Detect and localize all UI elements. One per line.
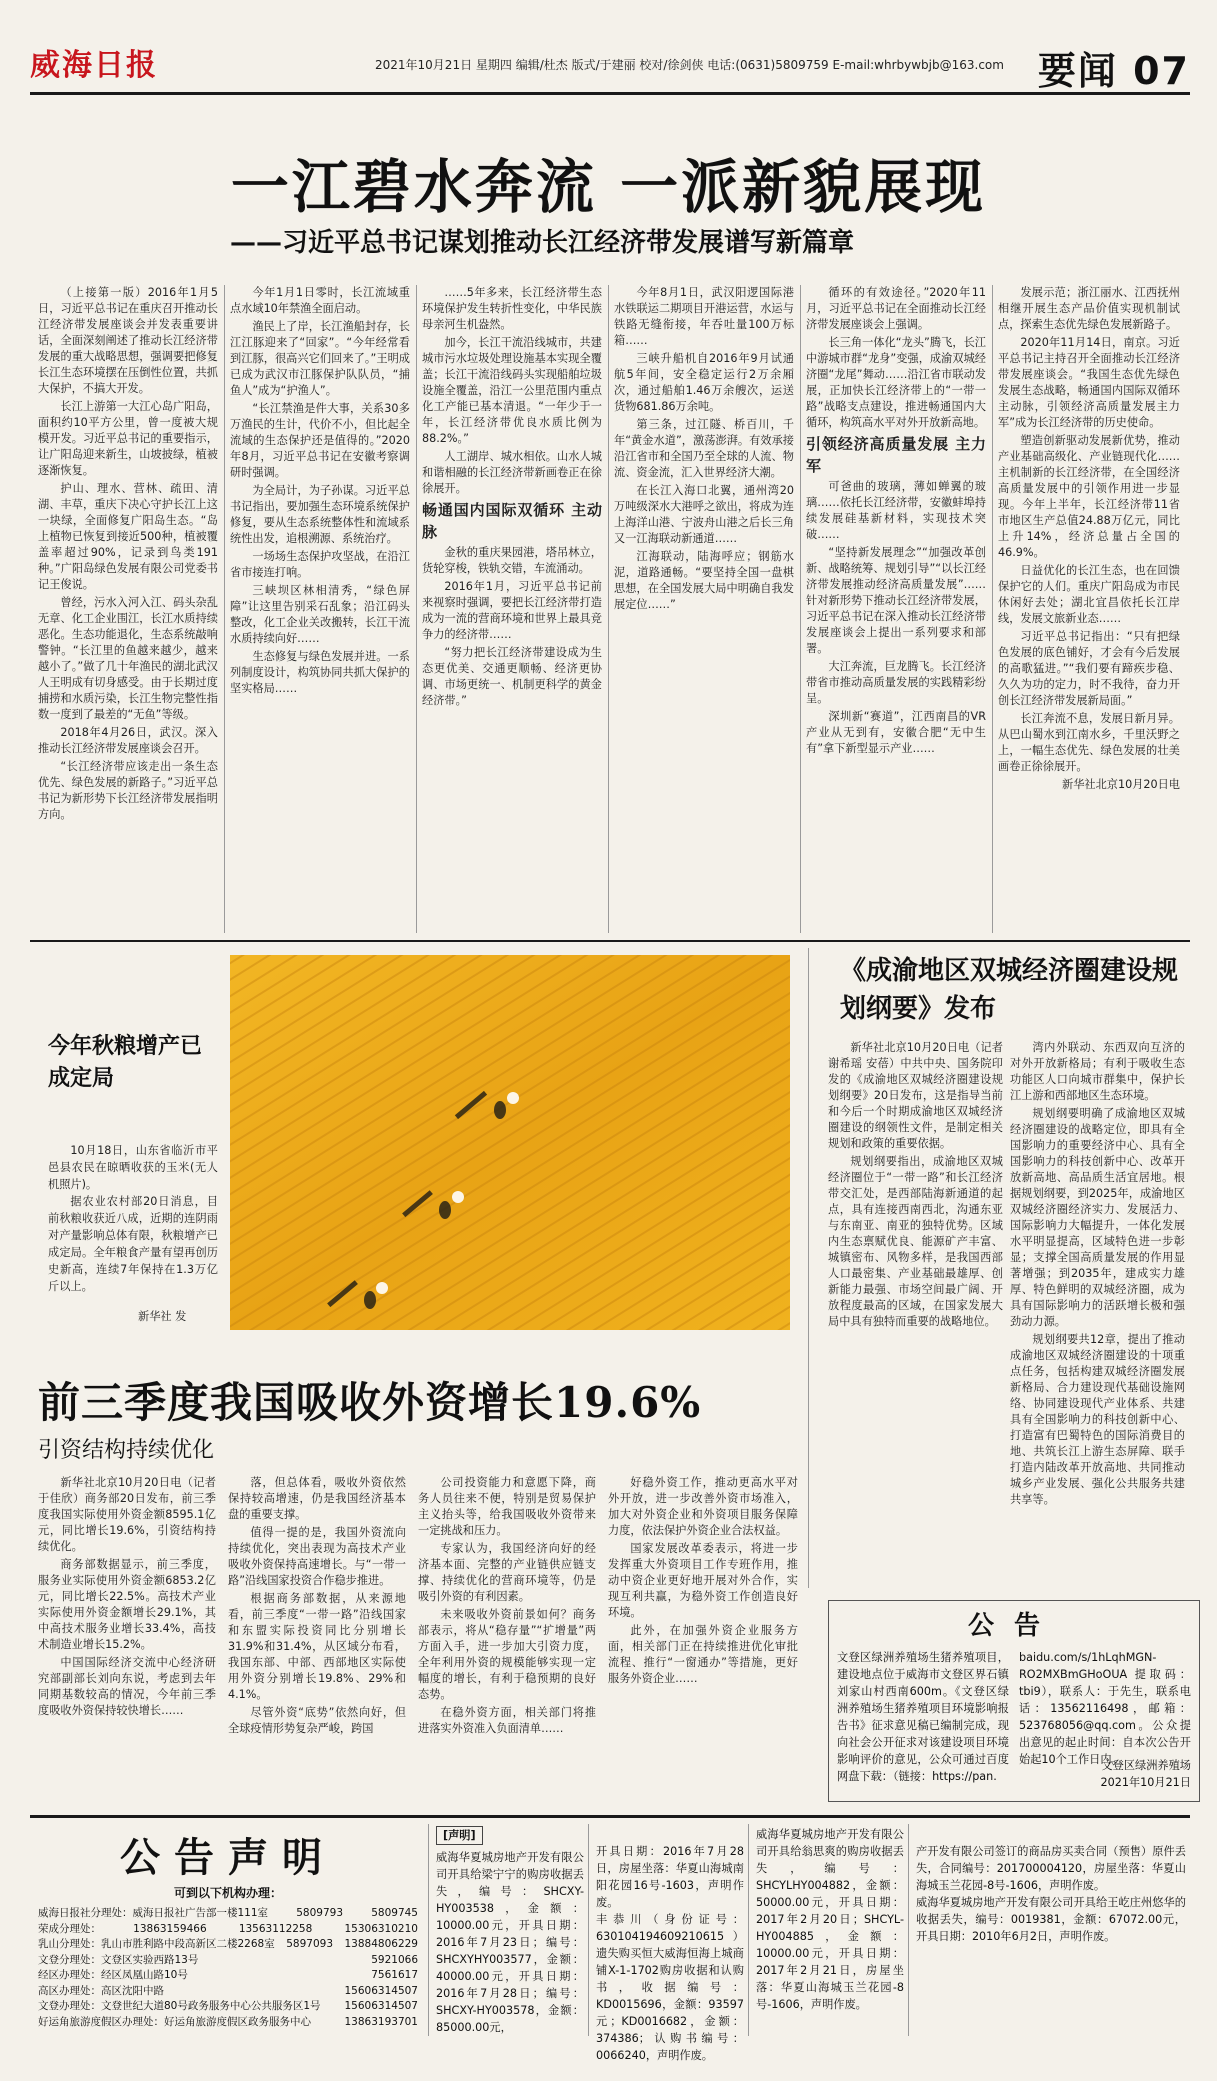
table-cell: 5897093	[286, 1938, 333, 1950]
notice-signature: 文登区绿洲养殖场 2021年10月21日	[1100, 1759, 1191, 1789]
table-cell: 13563112258	[238, 1922, 313, 1935]
paragraph: 国家发展改革委表示，将进一步发挥重大外资项目工作专班作用，推动中资企业更好地开展对外合作，实现互利共赢，为稳外资工作创造良好环境。	[608, 1542, 798, 1619]
paragraph: 为全局计，为子孙谋。习近平总书记指出，要加强生态环境系统保护修复，要从生态系统整体性和流域系统性出发，追根溯源、系统治疗。	[230, 484, 410, 545]
classified-ad	[436, 1826, 584, 2036]
column-divider	[800, 285, 801, 933]
table-cell: 7561617	[371, 1969, 418, 1981]
invest-column-4	[608, 1475, 798, 1800]
paragraph: 三峡坝区林相清秀，“绿色屏障”让这里告别采石乱象；沿江码头整改，化工企业关改搬转，长江干流水质持续向好……	[230, 584, 410, 645]
paragraph: 渔民上了岸，长江渔船封存，长江江豚迎来了“回家”。“今年经常看到江豚，很高兴它们回来了。”王明成已成为武汉市江豚保护队队员，“捕鱼人”成为“护渔人”。	[230, 320, 410, 397]
invest-column-2	[228, 1475, 406, 1800]
column-divider	[224, 285, 225, 933]
paragraph: 新华社北京10月20日电（记者 谢希瑶 安蓓）中共中央、国务院印发的《成渝地区双城经济圈建设规划纲要》20日发布，这是指导当前和今后一个时期成渝地区双城经济圈建设的纲领性文件，是制定相关规划和政策的重要依据。	[828, 1041, 1003, 1150]
paragraph: 在稳外资方面，相关部门将推进落实外资准入负面清单……	[418, 1706, 596, 1735]
corn-field-image	[230, 955, 790, 1330]
classified-ad	[596, 1826, 744, 2062]
paragraph: “坚持新发展理念”“加强改革创新、战略统筹、规划引导”“以长江经济带发展推动经济高质量发展”……针对新形势下推动长江经济带发展，习近平总书记在深入推动长江经济带发展座谈会上提出一系列要求和部署。	[806, 546, 986, 655]
table-cell: 13863193701	[344, 2015, 418, 2028]
paragraph: 长江奔流不息，发展日新月异。从巴山蜀水到江南水乡，千里沃野之上，一幅生态优先、绿色发展的壮美画卷正徐徐展开。	[998, 712, 1180, 773]
table-row	[38, 1922, 418, 1938]
classifieds-subtitle: 可到以下机构办理：	[173, 1886, 282, 1900]
paragraph: 金秋的重庆果园港，塔吊林立，货轮穿梭，铁轨交错，车流涌动。	[422, 546, 602, 575]
paragraph: 日益优化的长江生态，也在回馈保护它的人们。重庆广阳岛成为市民休闲好去处；湖北宜昌依托长江岸线，发展文旅新业态……	[998, 564, 1180, 625]
paragraph: 习近平总书记指出：“只有把绿色发展的底色铺好，才会有今后发展的高歌猛进。”“我们要有蹄疾步稳、久久为功的定力，时不我待，奋力开创长江经济带发展新局面。”	[998, 630, 1180, 707]
invest-column-1	[38, 1475, 216, 1800]
classifieds-section	[30, 1815, 1190, 2062]
table-cell: 荣成分理处：	[38, 1922, 101, 1935]
paragraph: 未来吸收外资前景如何？商务部表示，将从“稳存量”“扩增量”两方面入手，进一步加大引资力度，全年利用外资的规模能够实现一定幅度的增长，有利于稳预期的良好态势。	[418, 1608, 596, 1701]
table-cell: 威海日报社分理处：威海日报社广告部一楼111室	[38, 1907, 269, 1919]
table-row	[38, 1984, 418, 2000]
ad-text: 产开发有限公司签订的商品房买卖合同（预售）原件丢失，合同编号：201700004120，房屋坐落：华夏山海城玉兰花园-8号-1606，声明作废。 威海华夏城房地产开发有限公司开具给王屹庄州悠华的收据丢失，编号：0019381，金额：67072.00元，开具日期：2010年6月2日，声明作废。	[916, 1845, 1186, 1943]
paragraph: 2016年1月，习近平总书记前来视察时强调，要把长江经济带打造成为一流的营商环境和世界上最具竞争力的经济带……	[422, 580, 602, 641]
column-divider	[992, 285, 993, 933]
chengyu-column-1	[828, 1040, 1003, 1585]
paragraph: （上接第一版）2016年1月5日，习近平总书记在重庆召开推动长江经济带发展座谈会并发表重要讲话，全面深刻阐述了推动长江经济带发展的重大战略思想，强调要把修复长江生态环境摆在压倒性位置，共抓大保护，不搞大开发。	[38, 286, 218, 395]
ad-text: 威海华夏城房地产开发有限公司开具给翁思爽的购房收据丢失，编号：SHCYLHY004882，金额：50000.00元，开具日期：2017年2月20日；SHCYL-HY004885，金额：10000.00元，开具日期：2017年2月21日，房屋坐落：华夏山海城玉兰花园-8号-1606，声明作废。	[756, 1828, 904, 2011]
lead-headline: 一江碧水奔流 一派新貌展现	[230, 153, 987, 221]
paragraph: 第三条，过江隧、桥百川，千年“黄金水道”，激荡澎湃。有效承接沿江省市和全国乃至全球的人流、物流、资金流，汇入世界经济大潮。	[614, 418, 794, 479]
column-divider	[608, 285, 609, 933]
column-divider	[908, 1824, 909, 2036]
lead-column-5	[806, 285, 986, 933]
section-label: 要闻 07	[1037, 49, 1190, 93]
paragraph: 2020年11月14日，南京。习近平总书记主持召开全面推动长江经济带发展座谈会。“我国生态优先绿色发展生态战略，畅通国内国际双循环主动脉，引领经济高质量发展主力军”成为长江经济带的历史使命。	[998, 336, 1180, 429]
paragraph: 生态修复与绿色发展并进。一系列制度设计，构筑协同共抓大保护的坚实格局……	[230, 650, 410, 695]
table-cell: 15306310210	[344, 1922, 418, 1935]
table-cell: 5809745	[371, 1907, 418, 1919]
paragraph: 塑造创新驱动发展新优势，推动产业基础高级化、产业链现代化……主机制新的长江经济带，在全国经济高质量发展中的引领作用进一步显现。今年上半年，长江经济带11省市地区生产总值24.88万亿元，同比上升14%，经济总量占全国的46.9%。	[998, 434, 1180, 559]
paragraph: 三峡升船机自2016年9月试通航5年间，安全稳定运行2万余厢次，通过船舶1.46万余艘次，运送货物681.86万余吨。	[614, 352, 794, 413]
paragraph: 护山、理水、营林、疏田、清湖、丰草，重庆下决心守护长江上这一块绿，全面修复广阳岛生态。“岛上植物已恢复到接近500种，植被覆盖率超过90%，记录到鸟类191种。”广阳岛绿色发展有限公司党委书记王俊说。	[38, 482, 218, 591]
paragraph: 可爸曲的玻璃，薄如蝉翼的玻璃……依托长江经济带，安徽蚌埠持续发展硅基新材料，实现技术突破……	[806, 480, 986, 541]
paragraph: 规划纲要明确了成渝地区双城经济圈建设的战略定位，即具有全国影响力的重要经济中心、具有全国影响力的科技创新中心、改革开放新高地、高品质生活宜居地。根据规划纲要，到2025年，成渝地区双城经济圈经济实力、发展活力、国际影响力大幅提升，一体化发展水平明显提高，区域特色进一步彰显；支撑全国高质量发展的作用显著增强；到2035年，建成实力雄厚、特色鲜明的双城经济圈，成为具有国际影响力的活跃增长极和强劲动力源。	[1010, 1107, 1185, 1328]
ad-heading: [声明]	[436, 1826, 483, 1845]
invest-headline: 前三季度我国吸收外资增长19.6%	[38, 1378, 702, 1427]
paragraph: 商务部数据显示，前三季度，服务业实际使用外资金额6853.2亿元，同比增长22.5%。高技术产业实际使用外资金额增长29.1%，其中高技术服务业增长33.4%，高技术制造业增长15.2%。	[38, 1558, 216, 1651]
classified-ad	[916, 1826, 1186, 2036]
table-row	[38, 1968, 418, 1984]
paragraph: 公司投资能力和意愿下降，商务人员往来不便，特别是贸易保护主义抬头等，给我国吸收外资带来一定挑战和压力。	[418, 1476, 596, 1537]
paragraph: 加今，长江干流沿线城市，共建城市污水垃圾处理设施基本实现全覆盖；长江干流沿线码头实现船舶垃圾设施全覆盖，沿江一公里范围内重点化工产能已基本清退。“一年少于一年，长江经济带优良水质比例为88.2%。”	[422, 336, 602, 445]
paragraph: 值得一提的是，我国外资流向持续优化，突出表现为高技术产业吸收外资保持高速增长。与“一带一路”沿线国家投资合作稳步推进。	[228, 1526, 406, 1587]
public-notice-box	[828, 1600, 1200, 1802]
caption-paragraph: 据农业农村部20日消息，目前秋粮收获近八成，近期的连阴雨对产量影响总体有限，秋粮增产已成定局。全年粮食产量有望再创历史新高，连续7年保持在1.3万亿斤以上。	[48, 1195, 218, 1293]
table-cell: 5809793	[296, 1907, 344, 1919]
column-divider	[416, 285, 417, 933]
table-cell: 13863159466	[133, 1922, 207, 1935]
paragraph: 2018年4月26日，武汉。深入推动长江经济带发展座谈会召开。	[38, 726, 218, 755]
table-cell: 15606314507	[344, 2000, 418, 2012]
lead-column-6	[998, 285, 1180, 933]
paragraph: 今年1月1日零时，长江流域重点水域10年禁渔全面启动。	[230, 286, 410, 315]
table-row	[38, 1937, 418, 1953]
dateline: 新华社北京10月20日电	[1062, 778, 1180, 791]
table-row	[38, 1953, 418, 1969]
agency-table	[38, 1906, 418, 2030]
classified-ad	[756, 1826, 904, 2036]
paragraph: 长三角一体化“龙头”腾飞，长江中游城市群“龙身”变强，成渝双城经济圈“龙尾”舞动……沿江省市联动发展，正加快长江经济带上的“一带一路”战略支点建设，推进畅通国内大循环，构筑高水平对外开放新高地。	[806, 336, 986, 429]
paragraph: 人工湖岸、城水相依。山水人城和谐相融的长江经济带新画卷正在徐徐展开。	[422, 450, 602, 495]
paragraph: 江海联动，陆海呼应；钢筋水泥，道路通畅。“要坚持全国一盘棋思想，在全国发展大局中明确自我发展定位……”	[614, 550, 794, 611]
column-divider	[808, 948, 809, 1588]
table-cell: 15606314507	[344, 1984, 418, 1997]
invest-subheadline: 引资结构持续优化	[38, 1438, 215, 1463]
lead-column-4	[614, 285, 794, 933]
column-divider	[428, 1824, 429, 2036]
paragraph: 湾内外联动、东西双向互济的对外开放新格局；有利于吸收生态功能区人口向城市群集中，保护长江上游和西部地区生态环境。	[1010, 1041, 1185, 1102]
paragraph: 专家认为，我国经济向好的经济基本面、完整的产业链供应链支撑、持续优化的营商环境等，仍是吸引外资的有利因素。	[418, 1542, 596, 1603]
chengyu-headline: 《成渝地区双城经济圈建设规划纲要》发布	[840, 956, 1179, 1024]
paragraph: 新华社北京10月20日电（记者 于佳欣）商务部20日发布，前三季度我国实际使用外资金额8595.1亿元，同比增长19.6%，引资结构持续优化。	[38, 1476, 216, 1553]
table-cell: 文登分理处：文登区实验西路13号	[38, 1953, 199, 1966]
table-cell: 13884806229	[344, 1938, 418, 1950]
paragraph: 在长江入海口北翼，通州湾20万吨级深水大港呼之欲出，将成为连上海洋山港、宁波舟山港之后长三角又一江海联动新通道……	[614, 484, 794, 545]
photo-story-title: 今年秋粮增产已成定局	[48, 1033, 203, 1091]
table-cell: 好运角旅游度假区办理处：好运角旅游度假区政务服务中心	[38, 2015, 311, 2028]
paragraph: 落，但总体看，吸收外资依然保持较高增速，仍是我国经济基本盘的重要支撑。	[228, 1476, 406, 1521]
column-divider	[588, 1824, 589, 2036]
paragraph: 此外，在加强外资企业服务方面，相关部门正在持续推进优化审批流程、推行“一窗通办”等措施，更好服务外资企业……	[608, 1624, 798, 1685]
paragraph: 规划纲要共12章，提出了推动成渝地区双城经济圈建设的十项重点任务，包括构建双城经济圈发展新格局、合力建设现代基础设施网络、协同建设现代产业体系、共建具有全国影响力的科技创新中心、打造富有巴蜀特色的国际消费目的地、共筑长江上游生态屏障、联手打造内陆改革开放高地、共同推动城乡产业发展、强化公共服务共建共享等。	[1010, 1333, 1185, 1506]
lead-subheadline: ——习近平总书记谋划推动长江经济带发展谱写新篇章	[230, 228, 855, 258]
lead-column-1	[38, 285, 218, 933]
photo-caption	[48, 1142, 218, 1295]
table-row	[38, 2015, 418, 2031]
table-cell: 文登办理处：文登世纪大道80号政务服务中心公共服务区1号	[38, 2000, 321, 2012]
paragraph: 深圳新“赛道”，江西南昌的VR产业从无到有，安徽合肥“无中生有”拿下新型显示产业……	[806, 710, 986, 755]
issue-meta: 2021年10月21日 星期四 编辑/杜杰 版式/于建丽 校对/徐剑侠 电话:(0631)5809759 E-mail:whrbywbjb@163.com	[375, 58, 1004, 72]
notice-text-right: baidu.com/s/1hLqhMGN-RO2MXBmGHoOUA 提取码：tbi9），联系人：于先生，联系电话：13562116498，邮箱：523768056@qq.com。公众提出意见的起止时间：自本次公告开始起10个工作日内。	[1019, 1651, 1191, 1766]
paragraph: “长江禁渔是件大事，关系30多万渔民的生计，代价不小，但比起全流域的生态保护还是值得的。”2020年8月，习近平总书记在安徽考察调研时强调。	[230, 402, 410, 479]
lead-column-2	[230, 285, 410, 933]
paragraph: 大江奔流，巨龙腾飞。长江经济带省市推动高质量发展的实践精彩纷呈。	[806, 660, 986, 705]
corn-drying-photo	[230, 955, 790, 1330]
paragraph: 循环的有效途径。”2020年11月，习近平总书记在全面推动长江经济带发展座谈会上强调。	[806, 286, 986, 331]
invest-column-3	[418, 1475, 596, 1800]
chengyu-column-2	[1010, 1040, 1185, 1585]
section-subhead: 畅通国内国际双循环 主动脉	[422, 501, 602, 541]
paragraph: ……5年多来，长江经济带生态环境保护发生转折性变化，中华民族母亲河生机盎然。	[422, 286, 602, 331]
paragraph: 长江上游第一大江心岛广阳岛，面积约10平方公里，曾一度被大规模开发。习近平总书记的重要指示，让广阳岛迎来新生，山坡披绿，植被逐渐恢复。	[38, 400, 218, 477]
classifieds-title: 公告声明	[120, 1834, 336, 1881]
table-cell: 经区办理处：经区凤凰山路10号	[38, 1969, 188, 1981]
paragraph: 中国国际经济交流中心经济研究部副部长刘向东说，考虑到去年同期基数较高的情况，今年前三季度吸收外资保持较快增长……	[38, 1656, 216, 1717]
column-divider	[748, 1824, 749, 2036]
paragraph: 发展示范；浙江丽水、江西抚州相继开展生态产品价值实现机制试点，探索生态优先绿色发展新路子。	[998, 286, 1180, 331]
paragraph: 好稳外资工作，推动更高水平对外开放，进一步改善外资市场准入，加大对外资企业和外资项目服务保障力度，依法保护外资企业合法权益。	[608, 1476, 798, 1537]
ad-text: 开具日期：2016年7月28日，房屋坐落：华夏山海城南阳花园16号-1603，声明作废。 丰恭川（身份证号：630104194609210615）遗失购买恒大威海恒海上城商铺X-1-1702购房收据和认购书，收据编号：KD0015696，金额：93597元；KD0016682，金额：374386；认购书编号：0066240，声明作废。	[596, 1845, 744, 2062]
paragraph: 规划纲要指出，成渝地区双城经济圈位于“一带一路”和长江经济带交汇处，是西部陆海新通道的起点，具有连接西南西北，沟通东亚与东南亚、南亚的独特优势。区域内生态禀赋优良、能源矿产丰富、城镇密布、风物多样，是我国西部人口最密集、产业基础最雄厚、创新能力最强、市场空间最广阔、开放程度最高的区域，在国家发展大局中具有独特而重要的战略地位。	[828, 1155, 1003, 1328]
section-subhead: 引领经济高质量发展 主力军	[806, 435, 986, 475]
paragraph: 尽管外资“底势”依然向好，但全球疫情形势复杂严峻，跨国	[228, 1706, 406, 1735]
section-divider	[30, 940, 1190, 942]
paragraph: 今年8月1日，武汉阳逻国际港水铁联运二期项目开港运营，水运与铁路无缝衔接，年吞吐量100万标箱……	[614, 286, 794, 347]
table-cell: 5921066	[371, 1953, 418, 1966]
notice-text-left: 文登区绿洲养殖场生猪养殖项目，建设地点位于威海市文登区界石镇刘家山村西南600m。《文登区绿洲养殖场生猪养殖项目环境影响报告书》征求意见稿已编制完成，现向社会公开征求对该建设项目环境影响评价的意见，公众可通过百度网盘下载：（链接：https://pan.	[837, 1651, 1009, 1783]
table-row	[38, 1906, 418, 1922]
paragraph: 根据商务部数据，从来源地看，前三季度“一带一路”沿线国家和东盟实际投资同比分别增长31.9%和31.4%，从区域分布看，我国东部、中部、西部地区实际使用外资分别增长19.8%、29%和4.1%。	[228, 1592, 406, 1701]
paragraph: “长江经济带应该走出一条生态优先、绿色发展的新路子。”习近平总书记为新形势下长江经济带发展指明方向。	[38, 760, 218, 821]
photo-credit: 新华社 发	[138, 1310, 187, 1323]
paragraph: 曾经，污水入河入江、码头杂乱无章、化工企业围江，长江水质持续恶化。生态功能退化，生态系统敲响警钟。“长江里的鱼越来越少，越来越小了。”做了几十年渔民的湖北武汉人王明成有切身感受。由于长期过度捕捞和水质污染，长江生物完整性指数一度到了最差的“无鱼”等级。	[38, 596, 218, 721]
table-row	[38, 1999, 418, 2015]
table-cell: 乳山分理处：乳山市胜利路中段高新区二楼2268室	[38, 1938, 275, 1950]
caption-paragraph: 10月18日，山东省临沂市平邑县农民在晾晒收获的玉米(无人机照片)。	[48, 1144, 218, 1191]
lead-column-3	[422, 285, 602, 933]
ad-text: 威海华夏城房地产开发有限公司开具给梁宁宁的购房收据丢失，编号：SHCXY-HY003538，金额：10000.00元，开具日期：2016年7月23日；编号：SHCXYHY003577，金额：40000.00元，开具日期：2016年7月28日；编号：SHCXY-HY003578，金额：85000.00元，	[436, 1851, 584, 2034]
table-cell: 高区办理处：高区沈阳中路	[38, 1984, 164, 1997]
masthead	[30, 38, 1190, 95]
newspaper-logo: 威海日报	[30, 48, 158, 83]
paragraph: “努力把长江经济带建设成为生态更优美、交通更顺畅、经济更协调、市场更统一、机制更科学的黄金经济带。”	[422, 646, 602, 707]
notice-title: 公告	[967, 1611, 1060, 1641]
paragraph: 一场场生态保护攻坚战，在沿江省市接连打响。	[230, 550, 410, 579]
